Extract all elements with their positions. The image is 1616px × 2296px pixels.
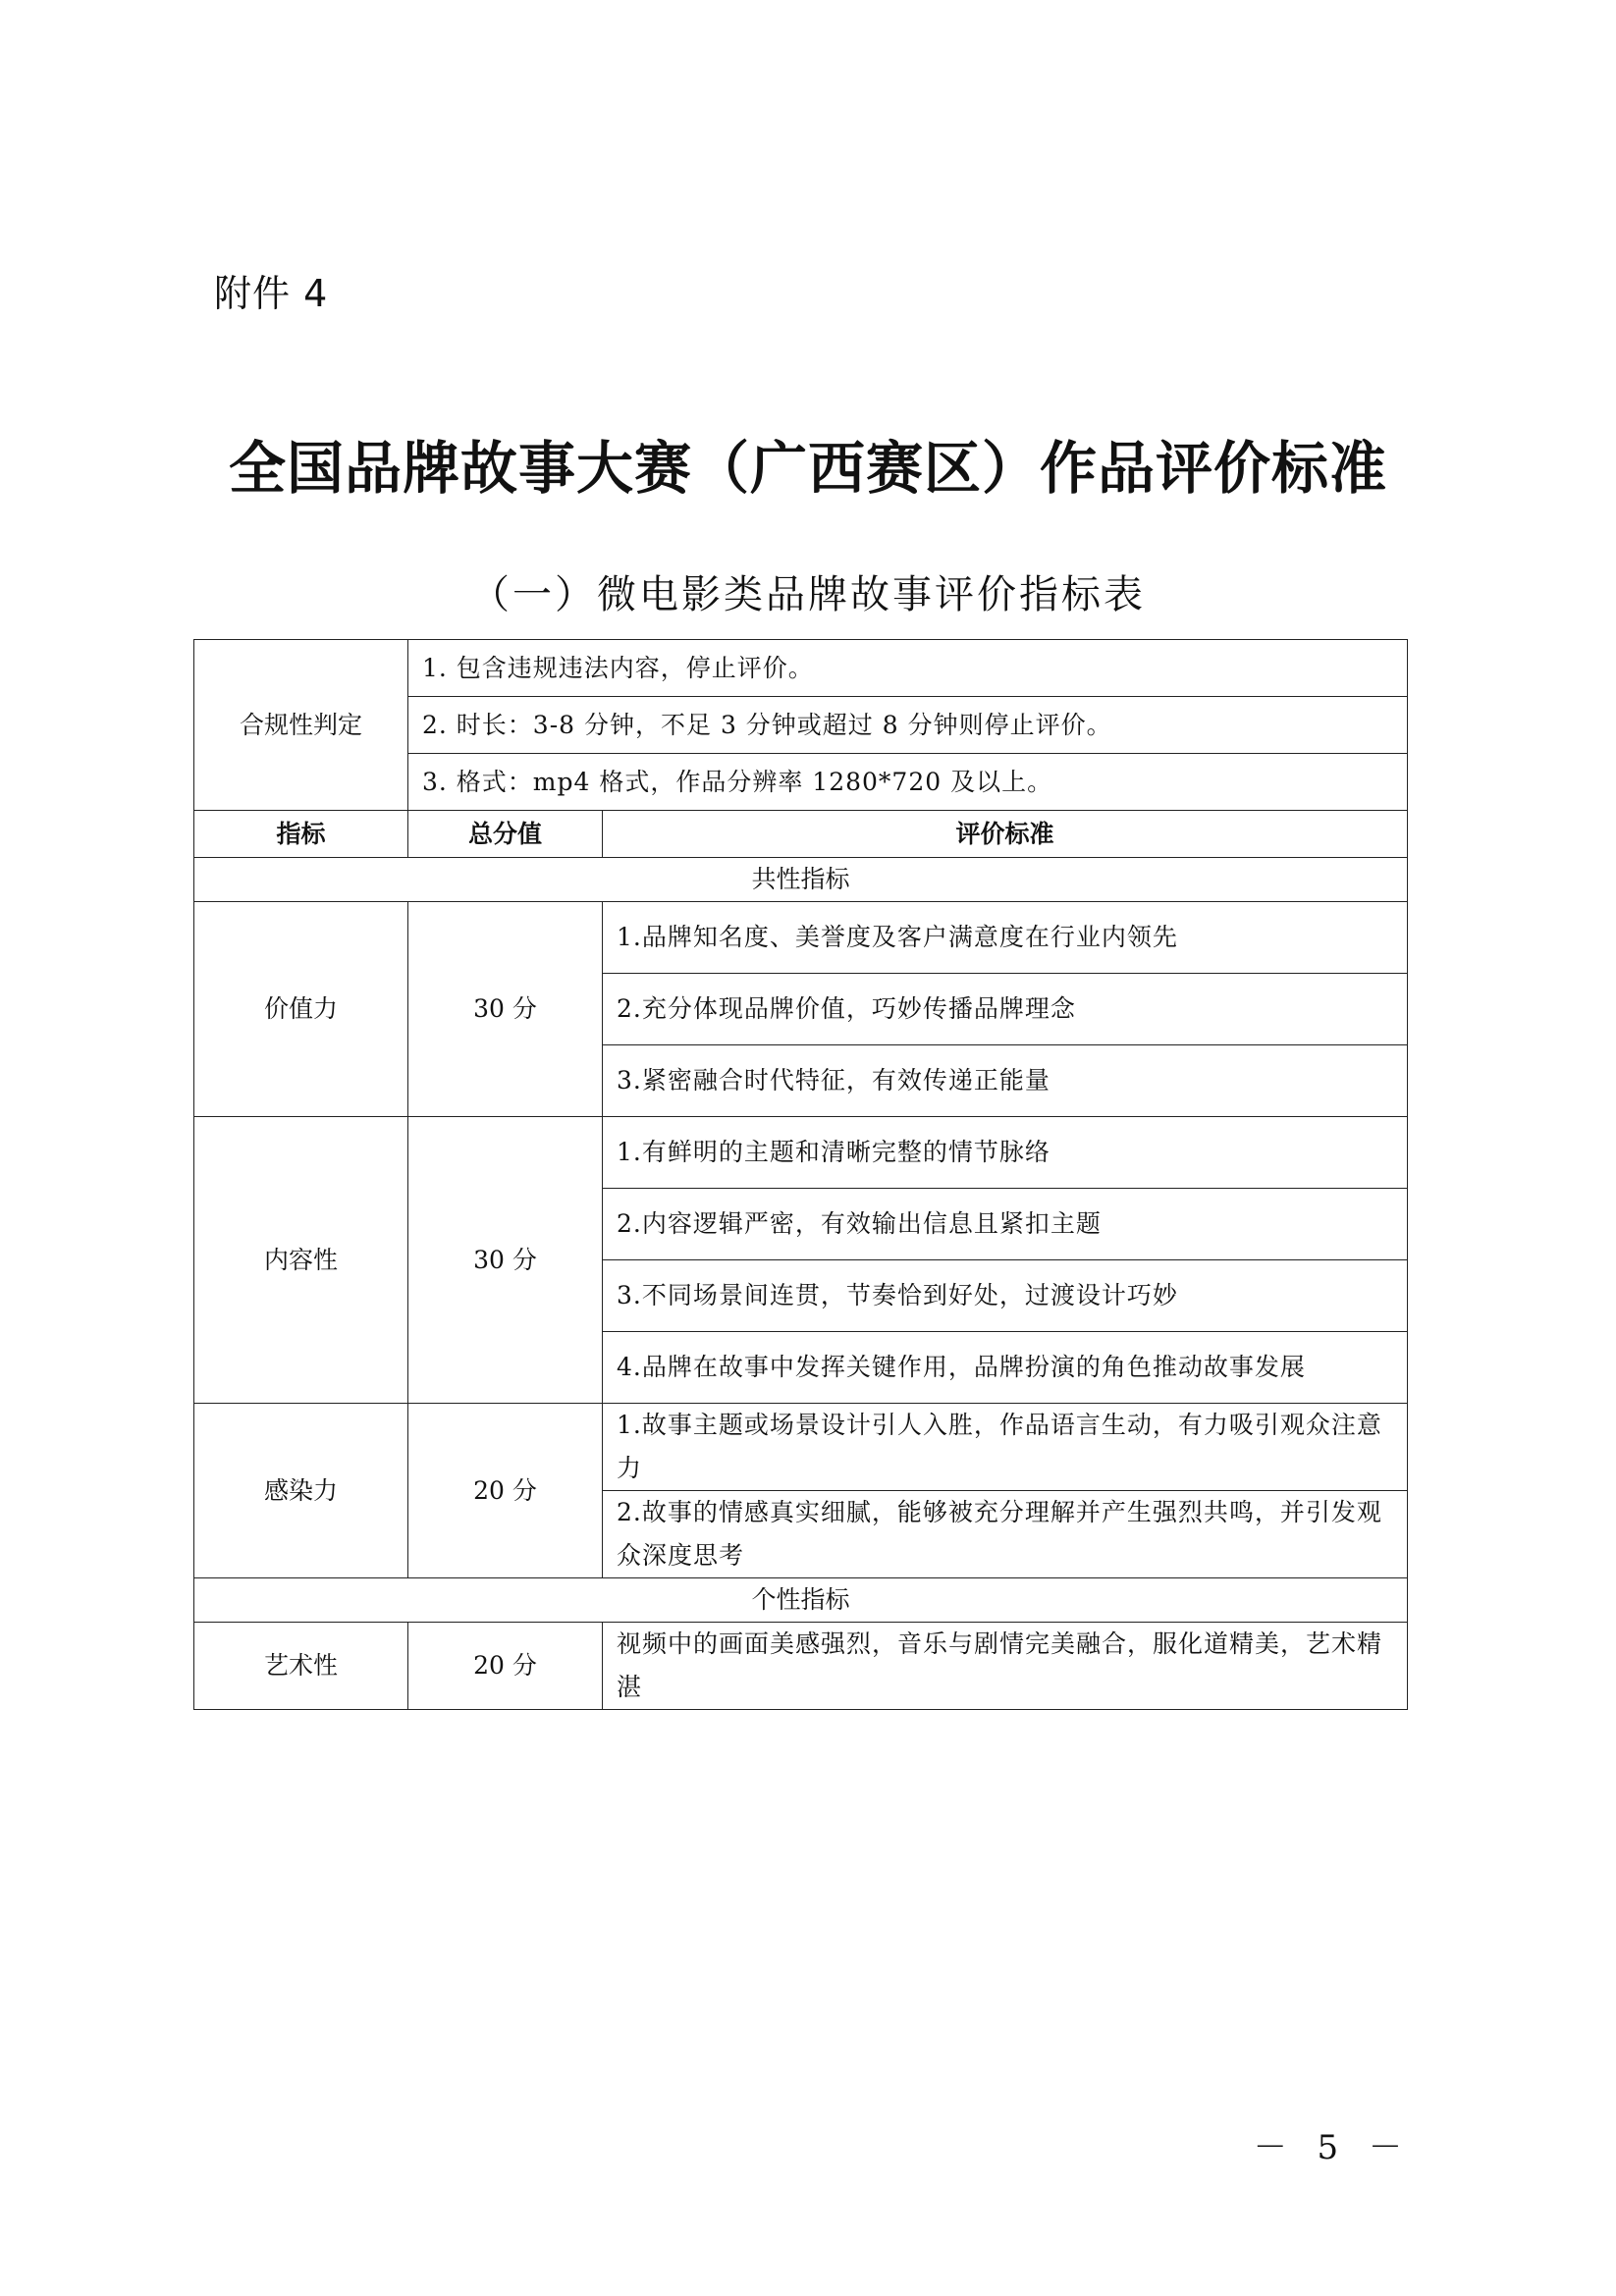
section-row xyxy=(194,1578,1408,1623)
page-number: － 5 － xyxy=(1253,2128,1412,2167)
table-row xyxy=(194,1404,1408,1491)
evaluation-table xyxy=(193,639,1408,1710)
indicator-cell: 艺术性 xyxy=(194,1623,408,1710)
criteria-cell: 2.故事的情感真实细腻，能够被充分理解并产生强烈共鸣，并引发观众深度思考 xyxy=(603,1491,1408,1578)
header-indicator: 指标 xyxy=(194,811,408,858)
indicator-cell: 价值力 xyxy=(194,902,408,1117)
score-cell: 20 分 xyxy=(408,1404,603,1578)
compliance-item: 3. 格式：mp4 格式，作品分辨率 1280*720 及以上。 xyxy=(408,754,1408,811)
compliance-item: 1. 包含违规违法内容，停止评价。 xyxy=(408,640,1408,697)
score-cell: 30 分 xyxy=(408,1117,603,1404)
criteria-cell: 3.紧密融合时代特征，有效传递正能量 xyxy=(603,1045,1408,1117)
criteria-cell: 1.品牌知名度、美誉度及客户满意度在行业内领先 xyxy=(603,902,1408,974)
score-cell: 30 分 xyxy=(408,902,603,1117)
score-cell: 20 分 xyxy=(408,1623,603,1710)
compliance-row xyxy=(194,640,1408,697)
document-title: 全国品牌故事大赛（广西赛区）作品评价标准 xyxy=(228,435,1387,502)
criteria-cell: 视频中的画面美感强烈，音乐与剧情完美融合，服化道精美，艺术精湛 xyxy=(603,1623,1408,1710)
criteria-cell: 3.不同场景间连贯，节奏恰到好处，过渡设计巧妙 xyxy=(603,1260,1408,1332)
section-row xyxy=(194,858,1408,902)
section-title: （一）微电影类品牌故事评价指标表 xyxy=(470,572,1146,617)
criteria-cell: 1.故事主题或场景设计引人入胜，作品语言生动，有力吸引观众注意力 xyxy=(603,1404,1408,1491)
header-row xyxy=(194,811,1408,858)
criteria-cell: 4.品牌在故事中发挥关键作用，品牌扮演的角色推动故事发展 xyxy=(603,1332,1408,1404)
header-criteria: 评价标准 xyxy=(603,811,1408,858)
indicator-cell: 感染力 xyxy=(194,1404,408,1578)
criteria-cell: 1.有鲜明的主题和清晰完整的情节脉络 xyxy=(603,1117,1408,1189)
table-row xyxy=(194,1623,1408,1710)
table-row xyxy=(194,1117,1408,1189)
common-section-label: 共性指标 xyxy=(194,858,1408,902)
criteria-cell: 2.充分体现品牌价值，巧妙传播品牌理念 xyxy=(603,974,1408,1045)
table-row xyxy=(194,902,1408,974)
header-total-score: 总分值 xyxy=(408,811,603,858)
individual-section-label: 个性指标 xyxy=(194,1578,1408,1623)
compliance-label: 合规性判定 xyxy=(194,640,408,811)
attachment-label: 附件 4 xyxy=(214,272,329,315)
indicator-cell: 内容性 xyxy=(194,1117,408,1404)
compliance-item: 2. 时长：3-8 分钟，不足 3 分钟或超过 8 分钟则停止评价。 xyxy=(408,697,1408,754)
criteria-cell: 2.内容逻辑严密，有效输出信息且紧扣主题 xyxy=(603,1189,1408,1260)
